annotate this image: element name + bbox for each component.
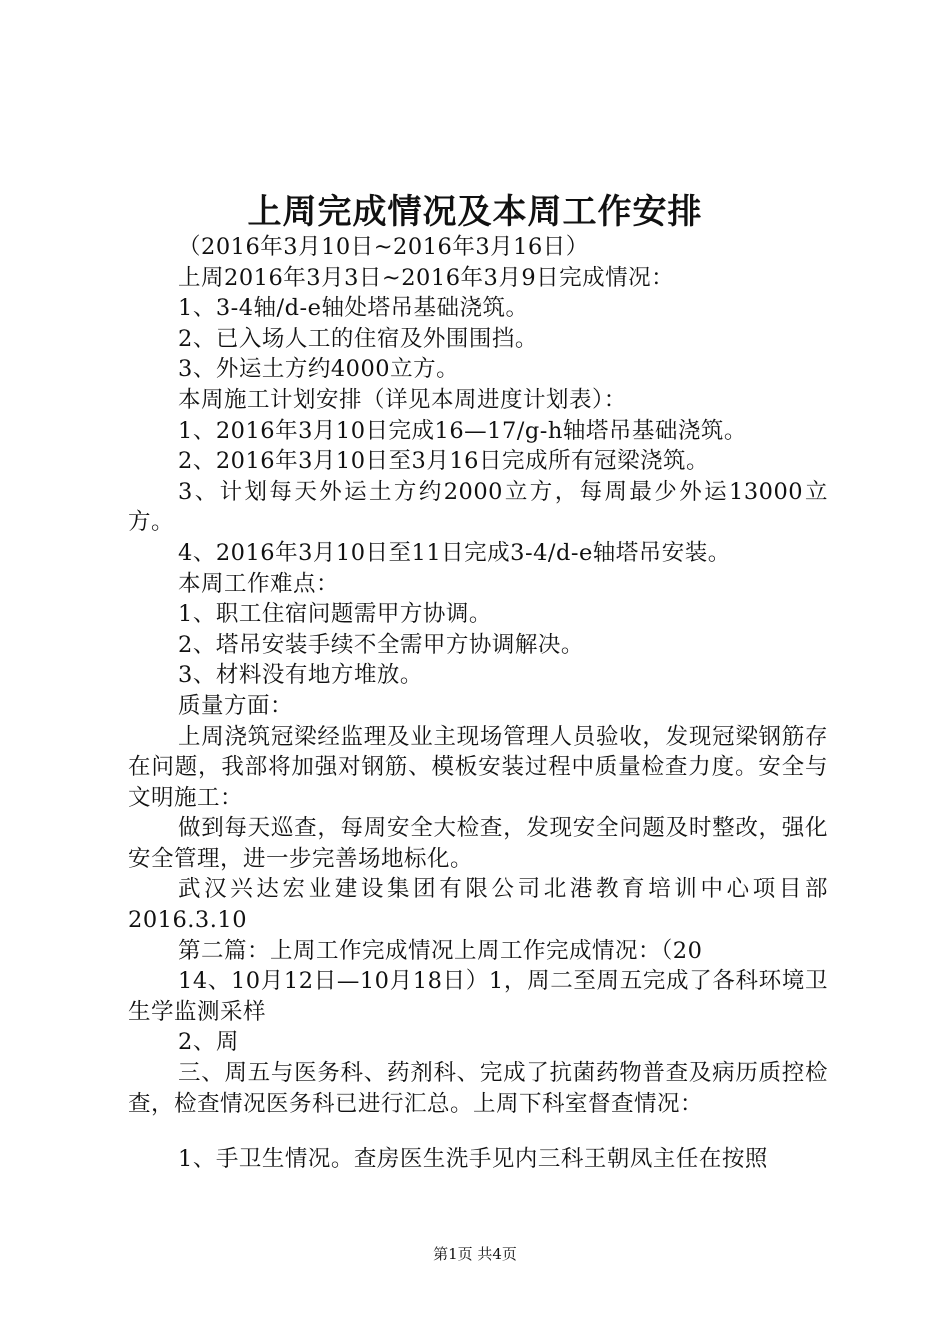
paragraph: 本周施工计划安排（详见本周进度计划表）：: [178, 386, 627, 413]
paragraph: 1、职工住宿问题需甲方协调。: [178, 601, 492, 628]
paragraph: 本周工作难点：: [178, 570, 340, 597]
paragraph: 质量方面：: [178, 692, 294, 719]
paragraph: 1、手卫生情况。查房医生洗手见内三科王朝凤主任在按照: [178, 1146, 768, 1173]
paragraph: 3、外运土方约4000立方。: [178, 356, 460, 383]
paragraph: 上周2016年3月3日~2016年3月9日完成情况：: [178, 264, 675, 291]
paragraph: 第二篇：上周工作完成情况上周工作完成情况：（20: [178, 937, 703, 964]
paragraph: 上周浇筑冠梁经监理及业主现场管理人员验收，发现冠梁钢筋存在问题，我部将加强对钢筋、模板安装过程中质量检查力度。安全与文明施工：: [128, 723, 828, 811]
paragraph: 做到每天巡查，每周安全大检查，发现安全问题及时整改，强化安全管理，进一步完善场地标化。: [128, 815, 828, 872]
paragraph: 2、2016年3月10日至3月16日完成所有冠梁浇筑。: [178, 448, 709, 475]
paragraph: 14、10月12日—10月18日）1，周二至周五完成了各科环境卫生学监测采样: [128, 968, 828, 1025]
paragraph: 2、周: [178, 1029, 239, 1056]
paragraph: 2、塔吊安装手续不全需甲方协调解决。: [178, 631, 584, 658]
paragraph: 2、已入场人工的住宿及外围围挡。: [178, 325, 538, 352]
paragraph: 3、材料没有地方堆放。: [178, 662, 423, 689]
paragraph: 1、2016年3月10日完成16—17/g-h轴塔吊基础浇筑。: [178, 417, 747, 444]
paragraph: 武汉兴达宏业建设集团有限公司北港教育培训中心项目部2016.3.10: [128, 876, 828, 934]
paragraph: 3、计划每天外运土方约2000立方，每周最少外运13000立方。: [128, 478, 828, 536]
paragraph: 4、2016年3月10日至11日完成3-4/d-e轴塔吊安装。: [178, 539, 731, 566]
paragraph: 三、周五与医务科、药剂科、完成了抗菌药物普查及病历质控检查，检查情况医务科已进行汇总。上周下科室督查情况：: [128, 1060, 828, 1117]
paragraph: 1、3-4轴/d-e轴处塔吊基础浇筑。: [178, 295, 529, 322]
document-title: 上周完成情况及本周工作安排: [247, 192, 703, 232]
page-number: 第1页 共4页: [433, 1245, 517, 1263]
document-body: [128, 232, 828, 1175]
paragraph: （2016年3月10日~2016年3月16日）: [178, 234, 589, 260]
